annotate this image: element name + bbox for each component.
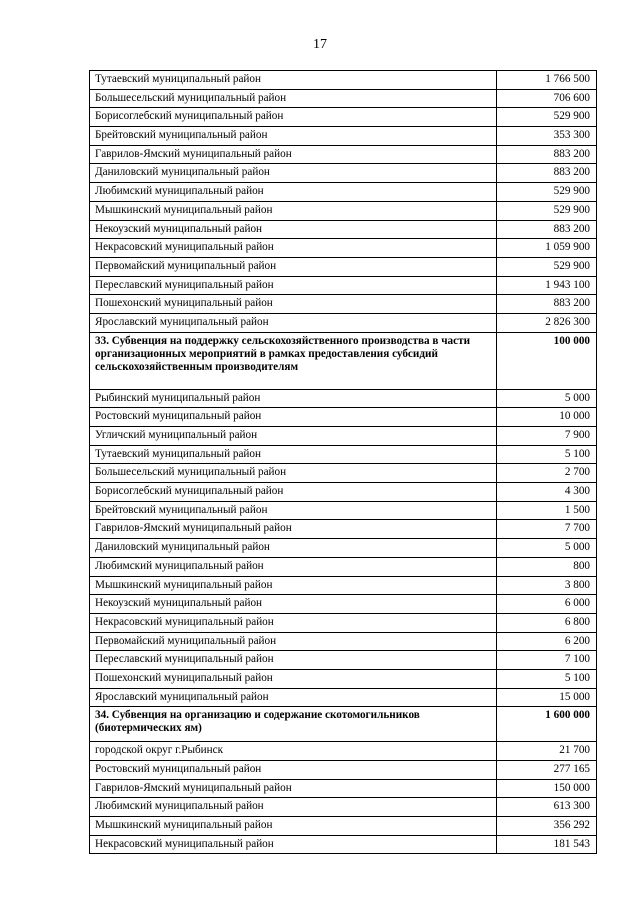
table-row: [90, 539, 597, 558]
amount: 2 700: [497, 464, 597, 483]
district-name: Борисоглебский муниципальный район: [90, 483, 497, 502]
district-name: Любимский муниципальный район: [90, 183, 497, 202]
table-row: [90, 779, 597, 798]
district-name: Некрасовский муниципальный район: [90, 613, 497, 632]
section-header-row: [90, 332, 597, 389]
table-row: [90, 257, 597, 276]
district-name: Некрасовский муниципальный район: [90, 835, 497, 854]
table-row: [90, 835, 597, 854]
section-title: 33. Субвенция на поддержку сельскохозяйственного производства в части организационных мероприятий в рамках предоставления субсидий сельскохозяйственным производителям: [90, 332, 497, 389]
amount: 1 766 500: [497, 71, 597, 90]
district-name: Первомайский муниципальный район: [90, 257, 497, 276]
table-row: [90, 761, 597, 780]
page-number: 17: [313, 37, 327, 52]
amount: 7 100: [497, 651, 597, 670]
amount: 4 300: [497, 483, 597, 502]
table-row: [90, 408, 597, 427]
table-row: [90, 295, 597, 314]
section-title: 34. Субвенция на организацию и содержание скотомогильников (биотермических ям): [90, 707, 497, 742]
amount: 5 000: [497, 539, 597, 558]
district-name: Некоузский муниципальный район: [90, 595, 497, 614]
amount: 883 200: [497, 145, 597, 164]
section-34: [90, 707, 597, 854]
amount: 150 000: [497, 779, 597, 798]
table-row: [90, 427, 597, 446]
district-name: Ярославский муниципальный район: [90, 313, 497, 332]
district-name: Рыбинский муниципальный район: [90, 389, 497, 408]
amount: 5 000: [497, 389, 597, 408]
table-row: [90, 145, 597, 164]
amount: 6 200: [497, 632, 597, 651]
table-row: [90, 127, 597, 146]
table-row: [90, 483, 597, 502]
district-name: Первомайский муниципальный район: [90, 632, 497, 651]
district-name: Любимский муниципальный район: [90, 557, 497, 576]
table-row: [90, 632, 597, 651]
district-name: Мышкинский муниципальный район: [90, 201, 497, 220]
table-row: [90, 220, 597, 239]
amount: 15 000: [497, 688, 597, 707]
district-name: Тутаевский муниципальный район: [90, 71, 497, 90]
table-row: [90, 445, 597, 464]
district-name: Мышкинский муниципальный район: [90, 817, 497, 836]
district-name: Большесельский муниципальный район: [90, 464, 497, 483]
district-name: Некоузский муниципальный район: [90, 220, 497, 239]
table-row: [90, 798, 597, 817]
district-name: Брейтовский муниципальный район: [90, 501, 497, 520]
district-name: Даниловский муниципальный район: [90, 539, 497, 558]
district-name: Борисоглебский муниципальный район: [90, 108, 497, 127]
amount: 883 200: [497, 295, 597, 314]
district-name: Гаврилов-Ямский муниципальный район: [90, 145, 497, 164]
district-name: Пошехонский муниципальный район: [90, 669, 497, 688]
district-name: Любимский муниципальный район: [90, 798, 497, 817]
table-row: [90, 201, 597, 220]
table-row: [90, 313, 597, 332]
subvention-table: [89, 70, 597, 854]
amount: 2 826 300: [497, 313, 597, 332]
amount: 10 000: [497, 408, 597, 427]
amount: 800: [497, 557, 597, 576]
district-name: Ярославский муниципальный район: [90, 688, 497, 707]
table-row: [90, 595, 597, 614]
table-row: [90, 651, 597, 670]
amount: 1 500: [497, 501, 597, 520]
table-row: [90, 71, 597, 90]
table-row: [90, 89, 597, 108]
amount: 21 700: [497, 742, 597, 761]
section-33: [90, 332, 597, 707]
amount: 883 200: [497, 220, 597, 239]
amount: 5 100: [497, 445, 597, 464]
district-name: Переславский муниципальный район: [90, 276, 497, 295]
district-name: Гаврилов-Ямский муниципальный район: [90, 779, 497, 798]
table-row: [90, 576, 597, 595]
amount: 529 900: [497, 108, 597, 127]
table-row: [90, 557, 597, 576]
amount: 7 900: [497, 427, 597, 446]
amount: 529 900: [497, 183, 597, 202]
district-name: Гаврилов-Ямский муниципальный район: [90, 520, 497, 539]
amount: 613 300: [497, 798, 597, 817]
amount: 181 543: [497, 835, 597, 854]
table-row: [90, 501, 597, 520]
amount: 7 700: [497, 520, 597, 539]
district-name: Ростовский муниципальный район: [90, 408, 497, 427]
district-name: Даниловский муниципальный район: [90, 164, 497, 183]
section-total: 1 600 000: [497, 707, 597, 742]
table-row: [90, 817, 597, 836]
district-name: Большесельский муниципальный район: [90, 89, 497, 108]
amount: 353 300: [497, 127, 597, 146]
amount: 1 059 900: [497, 239, 597, 258]
table-row: [90, 613, 597, 632]
district-name: Пошехонский муниципальный район: [90, 295, 497, 314]
table-row: [90, 276, 597, 295]
district-name: Ростовский муниципальный район: [90, 761, 497, 780]
table-row: [90, 464, 597, 483]
top-rows: [90, 71, 597, 333]
table-row: [90, 164, 597, 183]
table-row: [90, 108, 597, 127]
district-name: Переславский муниципальный район: [90, 651, 497, 670]
table-row: [90, 389, 597, 408]
amount: 277 165: [497, 761, 597, 780]
amount: 529 900: [497, 201, 597, 220]
amount: 883 200: [497, 164, 597, 183]
amount: 5 100: [497, 669, 597, 688]
table-row: [90, 183, 597, 202]
amount: 356 292: [497, 817, 597, 836]
district-name: Угличский муниципальный район: [90, 427, 497, 446]
section-total: 100 000: [497, 332, 597, 389]
amount: 529 900: [497, 257, 597, 276]
amount: 6 000: [497, 595, 597, 614]
district-name: городской округ г.Рыбинск: [90, 742, 497, 761]
amount: 3 800: [497, 576, 597, 595]
table-row: [90, 520, 597, 539]
table-row: [90, 742, 597, 761]
district-name: Тутаевский муниципальный район: [90, 445, 497, 464]
district-name: Мышкинский муниципальный район: [90, 576, 497, 595]
amount: 6 800: [497, 613, 597, 632]
amount: 1 943 100: [497, 276, 597, 295]
section-header-row: [90, 707, 597, 742]
district-name: Некрасовский муниципальный район: [90, 239, 497, 258]
table-row: [90, 239, 597, 258]
amount: 706 600: [497, 89, 597, 108]
table-row: [90, 688, 597, 707]
table-row: [90, 669, 597, 688]
district-name: Брейтовский муниципальный район: [90, 127, 497, 146]
